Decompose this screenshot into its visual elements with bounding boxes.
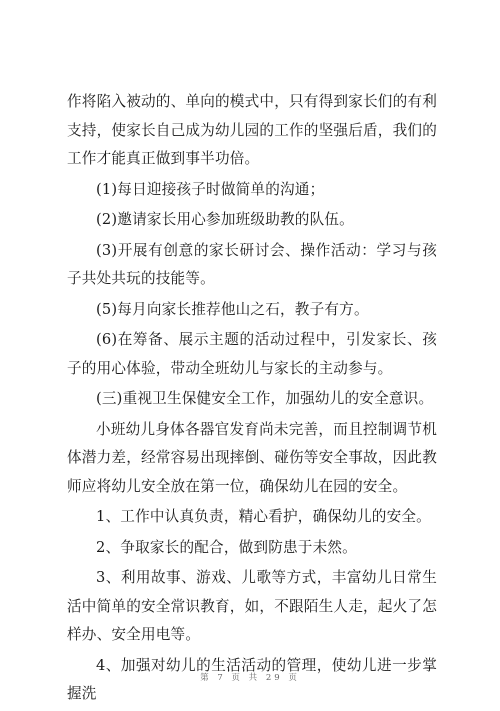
paragraph-8: 小班幼儿身体各器官发育尚未完善，而且控制调节机体潜力差，经常容易出现摔倒、碰伤等安全事故，因此教师应将幼儿安全放在第一位，确保幼儿在园的安全。 <box>67 420 437 495</box>
page-number-footer: 第 7 页 共 29 页 <box>200 673 300 683</box>
list-item-2: 2、争取家长的配合，做到防患于未然。 <box>96 538 357 556</box>
list-item-3: 3、利用故事、游戏、儿歌等方式，丰富幼儿日常生活中简单的安全常识教育，如，不跟陌生人走，起火了怎样办、安全用电等。 <box>67 569 437 643</box>
paragraph-5: (5)每月向家长推荐他山之石，教子有方。 <box>96 300 369 318</box>
paragraph-6: (6)在筹备、展示主题的活动过程中，引发家长、孩子的用心体验，带动全班幼儿与家长的主动参与。 <box>67 331 437 377</box>
list-item-1: 1、工作中认真负责，精心看护，确保幼儿的安全。 <box>96 508 431 525</box>
list-item-4: 4、加强对幼儿的生活活动的管理，使幼儿进一步掌握洗 <box>67 656 437 702</box>
paragraph-4: (3)开展有创意的家长研讨会、操作活动：学习与孩子共处共玩的技能等。 <box>67 241 437 287</box>
paragraph-3: (2)邀请家长用心参加班级助教的队伍。 <box>96 211 354 228</box>
paragraph-2: (1)每日迎接孩子时做简单的沟通； <box>96 180 325 198</box>
paragraph-1: 作将陷入被动的、单向的模式中，只有得到家长们的有利支持，使家长自己成为幼儿园的工作的坚强后盾，我们的工作才能真正做到事半功倍。 <box>67 93 437 167</box>
section-heading: (三)重视卫生保健安全工作，加强幼儿的安全意识。 <box>96 390 434 407</box>
document-body <box>67 88 437 711</box>
